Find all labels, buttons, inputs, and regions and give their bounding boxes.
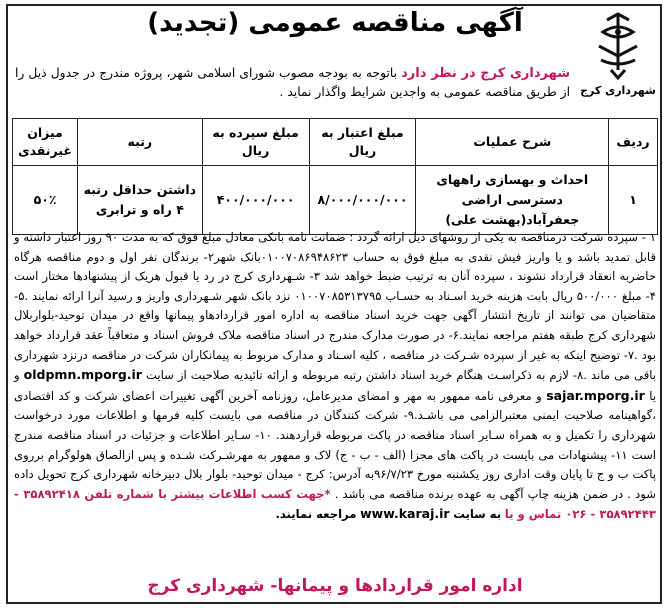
table-header-row [13, 119, 658, 166]
terms-part-2: و معرفی نامه ممهور به مهر و امضای مدیرعامل، روزنامه آخرین آگهی تغییرات اعضای شرکت و کد اقتصادی ،گواهینامه صلاحیت ایمنی معتبرالزامی می باشـد.۹- شرکت کنندگان در مناقصه می بایست کلیه فرمها و اطلاعات مورد درخواست شهرداری را تکمیل و به همراه سـایر اسناد مناقصه در پاکت مربوطه قراردهند. ۱۰- سـایر اطلاعات و جزئیات در اسناد مناقصه مندرج است ۱۱- پیشنهادات می بایست در پاکت های مجزا (الف - ب - ج) لاک و ممهور به مهرشـرکت شـده و پس ازالصاق هولوگرام برروی پاکت ب و ج تا پایان وقت اداری روز یکشنبه مورخ ۹۶/۷/۲۳به آدرس: کرج - میدان توحید- بلوار بلال دبیرخانه شهرداری کرج تحویل داده شود . در ضمن هزینه چاپ آگهی به عهده برنده مناقصه می باشد . [14, 388, 656, 501]
cell-bond: ۵۰٪ [13, 166, 78, 235]
cell-rank: داشتن حداقل رتبه ۴ راه و ترابری [78, 166, 203, 235]
intro-org-phrase: شهرداری کرج در نظر دارد [401, 66, 570, 81]
header-bond: میزان غیرنقدی [13, 119, 78, 166]
site-prefix: به سایت [453, 507, 502, 522]
site-suffix: مراجعه نمایند. [275, 507, 357, 522]
site-link-sajar[interactable]: sajar.mporg.ir [546, 387, 645, 403]
intro-paragraph [15, 64, 570, 102]
intro-text: باتوجه به بودجه مصوب شورای اسلامی شهر، پروژه مندرج در جدول ذیل را از طریق مناقصه عمومی به واجدین شرایط واگذار نماید . [15, 66, 570, 99]
cell-description: احداث و بهسازی راههای دسترسی اراضی جعفرآباد(بهشت علی) [416, 166, 609, 235]
karaj-emblem-icon [589, 10, 647, 82]
tender-table [12, 118, 658, 235]
terms-body [14, 228, 656, 525]
cell-credit: ۸/۰۰۰/۰۰۰/۰۰۰ [309, 166, 416, 235]
site-link-karaj[interactable]: www.karaj.ir [360, 506, 450, 522]
municipality-logo [580, 10, 656, 106]
terms-and: و یا [14, 368, 657, 403]
notice-title: آگهی مناقصه عمومی (تجدید) [147, 8, 523, 38]
header-deposit: مبلغ سپرده به ریال [202, 119, 309, 166]
footer-signature: اداره امور قراردادها و پیمانها- شهرداری کرج [147, 576, 523, 596]
cell-row-number: ۱ [609, 166, 658, 235]
table-row [13, 166, 658, 235]
site-link-oldpmn[interactable]: oldpmn.mporg.ir [23, 367, 142, 383]
header-rank: رتبه [78, 119, 203, 166]
cell-deposit: ۴۰۰/۰۰۰/۰۰۰ [202, 166, 309, 235]
logo-caption: شهرداری کرج [580, 84, 656, 97]
header-row-number: ردیف [609, 119, 658, 166]
header-description: شرح عملیات [416, 119, 609, 166]
terms-part-1: ۱ - سپرده شرکت درمناقصه به یکی از روشهای ذیل ارائه گردد : ضمانت نامه بانکی معادل مبلغ فوق که به مدت ۹۰ روز اعتبار داشته و قابل تمدید باشد و یا واریز فیش نقدی به مبلغ فوق به حساب ۰۱۰۰۷۰۸۶۹۴۸۶۲۳بانک شهر۲- برندگان نفر اول و دوم مناقصه هرگاه حاضربه انعقاد قرارداد نشوند ، سپرده آنان به ترتیب ضبط خواهد شد ۳- شـهرداری کرج در رد یا قبول هریک از پیشنهادها مختار است ۴- مبلغ ۵۰۰/۰۰۰ ریال بابت هزینه خرید اسـناد به حسـاب ۰۱۰۰۷۰۸۵۳۱۳۷۹۵ نزد بانک شهر شـهرداری واریز و رسید آنرا ارائه نمایند .۵- متقاضیان می توانند از تاریخ انتشار آگهی جهت خرید اسناد مناقصه به اداره امور قراردادهاو پیمانها واقع در میدان توحید-بلواربلال شهرداری کرج طبقه هفتم مراجعه نمایند.۶- در صورت مدارک مندرج در اسناد مناقصه ملاک فروش اسناد و متعاقباً عقد قرارداد خواهد بود .۷- توضیح اینکه به غیر از سپرده شـرکت در مناقصه ، کلیه اسـناد و مدارک مربوط به پیمانکاران شرکت در مناقصه درنزد شهرداری باقی می ماند .۸- لازم به ذکراسـت هنگام خرید اسناد داشتن رتبه مربوطه و ارائه تائیدیه صلاحیت از سایت [14, 230, 656, 383]
contact-info: *جهت کسب اطلاعات بیشتر با شماره تلفن ۳۵۸۹۲۴۱۸ - ۳۵۸۹۲۴۴۳ - ۰۲۶ تماس و یا [14, 486, 656, 522]
header-credit: مبلغ اعتبار به ریال [309, 119, 416, 166]
